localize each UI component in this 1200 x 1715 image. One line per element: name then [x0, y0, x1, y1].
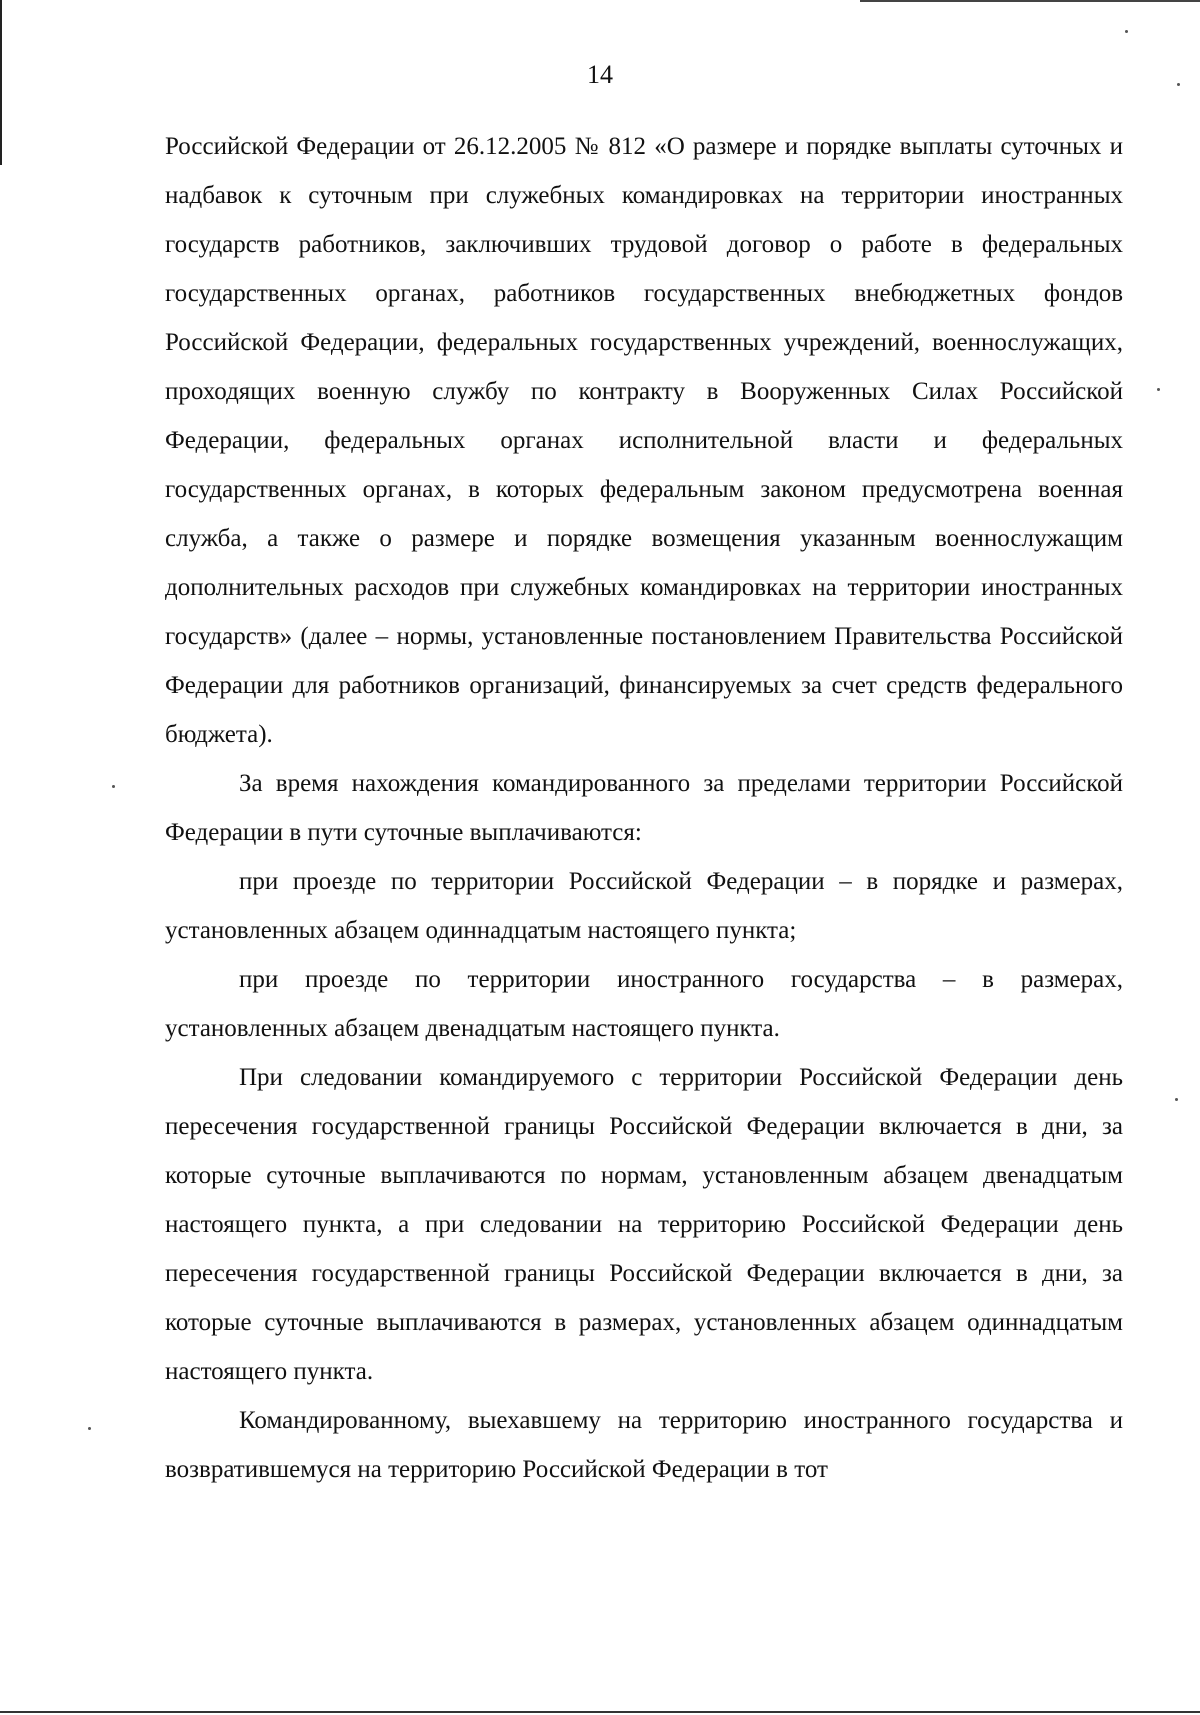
scan-edge-bottom [0, 1711, 1200, 1713]
scan-speck [112, 785, 115, 788]
paragraph: Российской Федерации от 26.12.2005 № 812 «О размере и порядке выплаты суточных и надбавок к суточным при служебных командировках на территории иностранных государств работников, заключивших трудовой договор о работе в федеральных государственных органах, работников государственных внебюджетных фондов Российской Федерации, федеральных государственных учреждений, военнослужащих, проходящих военную службу по контракту в Вооруженных Силах Российской Федерации, федеральных органах исполнительной власти и федеральных государственных органах, в которых федеральным законом предусмотрена военная служба, а также о размере и порядке возмещения указанным военнослужащим дополнительных расходов при служебных командировках на территории иностранных государств» (далее – нормы, установленные постановлением Правительства Российской Федерации для работников организаций, финансируемых за счет средств федерального бюджета). [165, 133, 1123, 748]
paragraph: За время нахождения командированного за пределами территории Российской Федерации в пути суточные выплачиваются: [165, 770, 1123, 846]
paragraph: Командированному, выехавшему на территорию иностранного государства и возвратившемуся на территорию Российской Федерации в тот [165, 1407, 1123, 1483]
scan-speck [1125, 30, 1128, 33]
paragraph: При следовании командируемого с территории Российской Федерации день пересечения государственной границы Российской Федерации включается в дни, за которые суточные выплачиваются по нормам, установленным абзацем двенадцатым настоящего пункта, а при следовании на территорию Российской Федерации день пересечения государственной границы Российской Федерации включается в дни, за которые суточные выплачиваются в размерах, установленных абзацем одиннадцатым настоящего пункта. [165, 1064, 1123, 1385]
paragraph: при проезде по территории иностранного государства – в размерах, установленных абзацем двенадцатым настоящего пункта. [165, 966, 1123, 1042]
page-number: 14 [587, 60, 613, 89]
scan-edge-top [860, 0, 1200, 2]
document-body [165, 122, 1123, 1494]
scan-speck [1175, 1098, 1178, 1101]
scan-speck [1157, 388, 1160, 391]
paragraph: при проезде по территории Российской Федерации – в порядке и размерах, установленных абзацем одиннадцатым настоящего пункта; [165, 868, 1123, 944]
scan-speck [88, 1427, 91, 1430]
